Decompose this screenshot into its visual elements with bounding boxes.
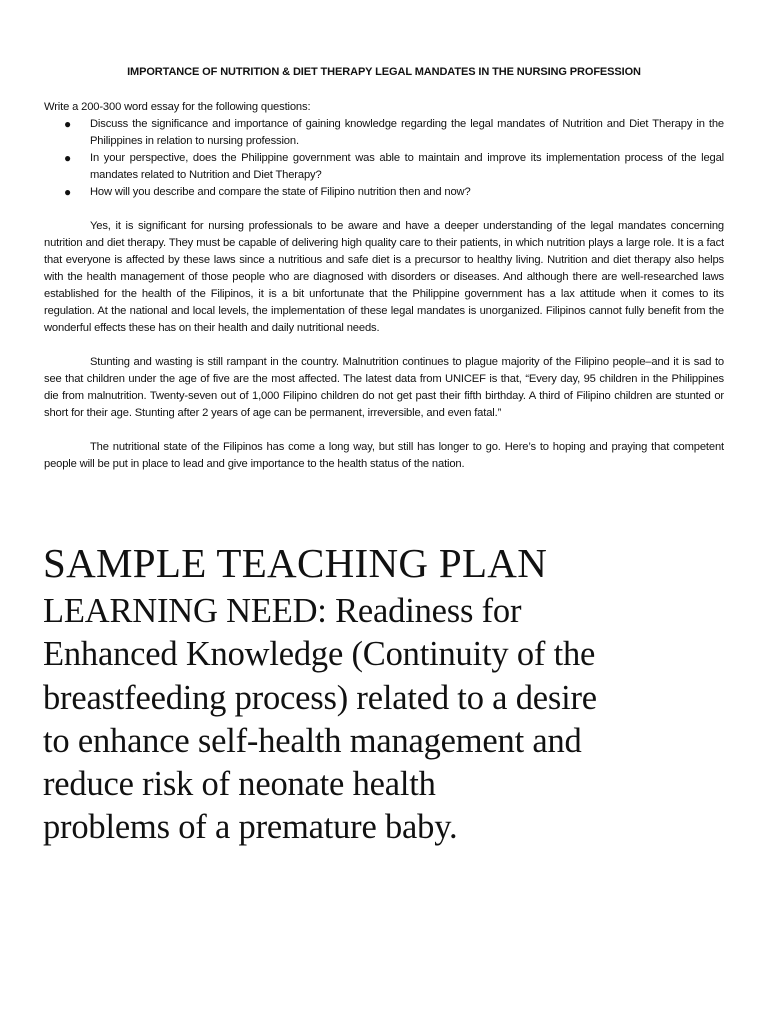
question-text: In your perspective, does the Philippine government was able to maintain and improve its implementation process of the legal mandates related to Nutrition and Diet Therapy? xyxy=(90,152,724,181)
essay-paragraph: Yes, it is significant for nursing professionals to be aware and have a deeper understanding of the legal mandates concerning nutrition and diet therapy. They must be capable of delivering high quality care to their patients, in which nutrition plays a large role. It is a fact that everyone is affected by these laws since a nutritious and safe diet is a precursor to healthy living. Nutrition and diet therapy also helps with the health management of those people who are diagnosed with disorders or diseases. And although there are well-researched laws established for the health of the Filipinos, it is a bit unfortunate that the Philippine government has a lax attitude when it comes to its regulation. At the national and local levels, the implementation of these legal mandates is unorganized. Filipinos cannot fully benefit from the wonderful effects these has on their health and daily nutritional needs. xyxy=(44,220,724,334)
bullet-icon: ● xyxy=(64,185,72,199)
question-text: How will you describe and compare the state of Filipino nutrition then and now? xyxy=(90,186,471,198)
question-item xyxy=(44,116,724,150)
learning-need-line: breastfeeding process) related to a desire xyxy=(43,678,597,717)
question-item xyxy=(44,184,724,201)
document-title: IMPORTANCE OF NUTRITION & DIET THERAPY LEGAL MANDATES IN THE NURSING PROFESSION xyxy=(127,66,641,78)
teaching-plan-title: SAMPLE TEACHING PLAN xyxy=(43,540,548,586)
essay-paragraph: Stunting and wasting is still rampant in the country. Malnutrition continues to plague majority of the Filipino people–and it is sad to see that children under the age of five are the most affected. The latest data from UNICEF is that, “Every day, 95 children in the Philippines die from malnutrition. Twenty-seven out of 1,000 Filipino children do not get past their fifth birthday. A third of Filipino children are stunted or short for their age. Stunting after 2 years of age can be permanent, irreversible, and even fatal.” xyxy=(44,356,724,419)
essay-prompt: Write a 200-300 word essay for the following questions: xyxy=(44,101,311,113)
learning-need-line: Enhanced Knowledge (Continuity of the xyxy=(43,635,596,674)
learning-need-line: problems of a premature baby. xyxy=(43,808,458,847)
essay-paragraph: The nutritional state of the Filipinos has come a long way, but still has longer to go. Here’s to hoping and praying that competent people will be put in place to lead and give importance to the health status of the nation. xyxy=(44,441,724,470)
essay-section xyxy=(44,99,724,473)
question-text: Discuss the significance and importance of gaining knowledge regarding the legal mandates of Nutrition and Diet Therapy in the Philippines in relation to nursing profession. xyxy=(90,118,724,147)
learning-need-text xyxy=(43,590,733,850)
teaching-plan-section xyxy=(43,536,733,850)
learning-need-line: reduce risk of neonate health xyxy=(43,765,436,804)
learning-need-line: LEARNING NEED: Readiness for xyxy=(43,592,522,630)
learning-need-line: to enhance self-health management and xyxy=(43,721,582,760)
bullet-icon: ● xyxy=(64,117,72,131)
bullet-icon: ● xyxy=(64,151,72,165)
question-list xyxy=(44,116,724,201)
question-item xyxy=(44,150,724,184)
